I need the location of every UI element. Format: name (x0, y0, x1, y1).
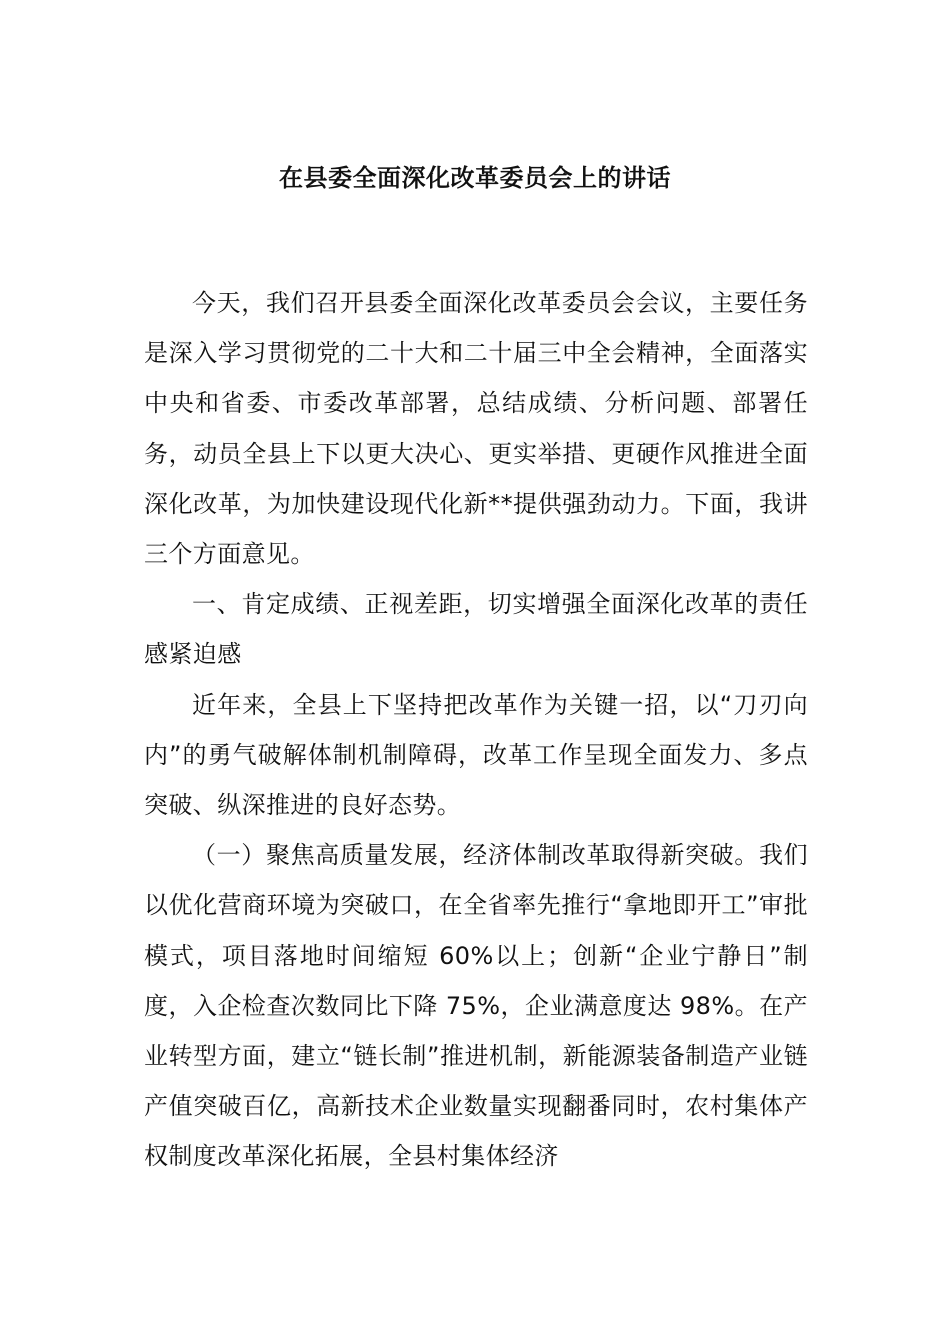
document-title: 在县委全面深化改革委员会上的讲话 (279, 164, 671, 192)
document-body (144, 278, 808, 1182)
section-heading-1: 一、肯定成绩、正视差距，切实增强全面深化改革的责任感紧迫感 (144, 590, 808, 669)
paragraph-overview: 近年来，全县上下坚持把改革作为关键一招，以“刀刃向内”的勇气破解体制机制障碍，改革工作呈现全面发力、多点突破、纵深推进的良好态势。 (144, 690, 808, 820)
paragraph-economic-reform: （一）聚焦高质量发展，经济体制改革取得新突破。我们以优化营商环境为突破口，在全省率先推行“拿地即开工”审批模式，项目落地时间缩短 60%以上；创新“企业宁静日”制度，入企检查次数同比下降 75%，企业满意度达 98%。在产业转型方面，建立“链长制”推进机制，新能源装备制造产业链产值突破百亿，高新技术企业数量实现翻番同时，农村集体产权制度改革深化拓展，全县村集体经济 (144, 841, 808, 1171)
paragraph-opening: 今天，我们召开县委全面深化改革委员会会议，主要任务是深入学习贯彻党的二十大和二十届三中全会精神，全面落实中央和省委、市委改革部署，总结成绩、分析问题、部署任务，动员全县上下以更大决心、更实举措、更硬作风推进全面深化改革，为加快建设现代化新**提供强劲动力。下面，我讲三个方面意见。 (144, 289, 808, 569)
